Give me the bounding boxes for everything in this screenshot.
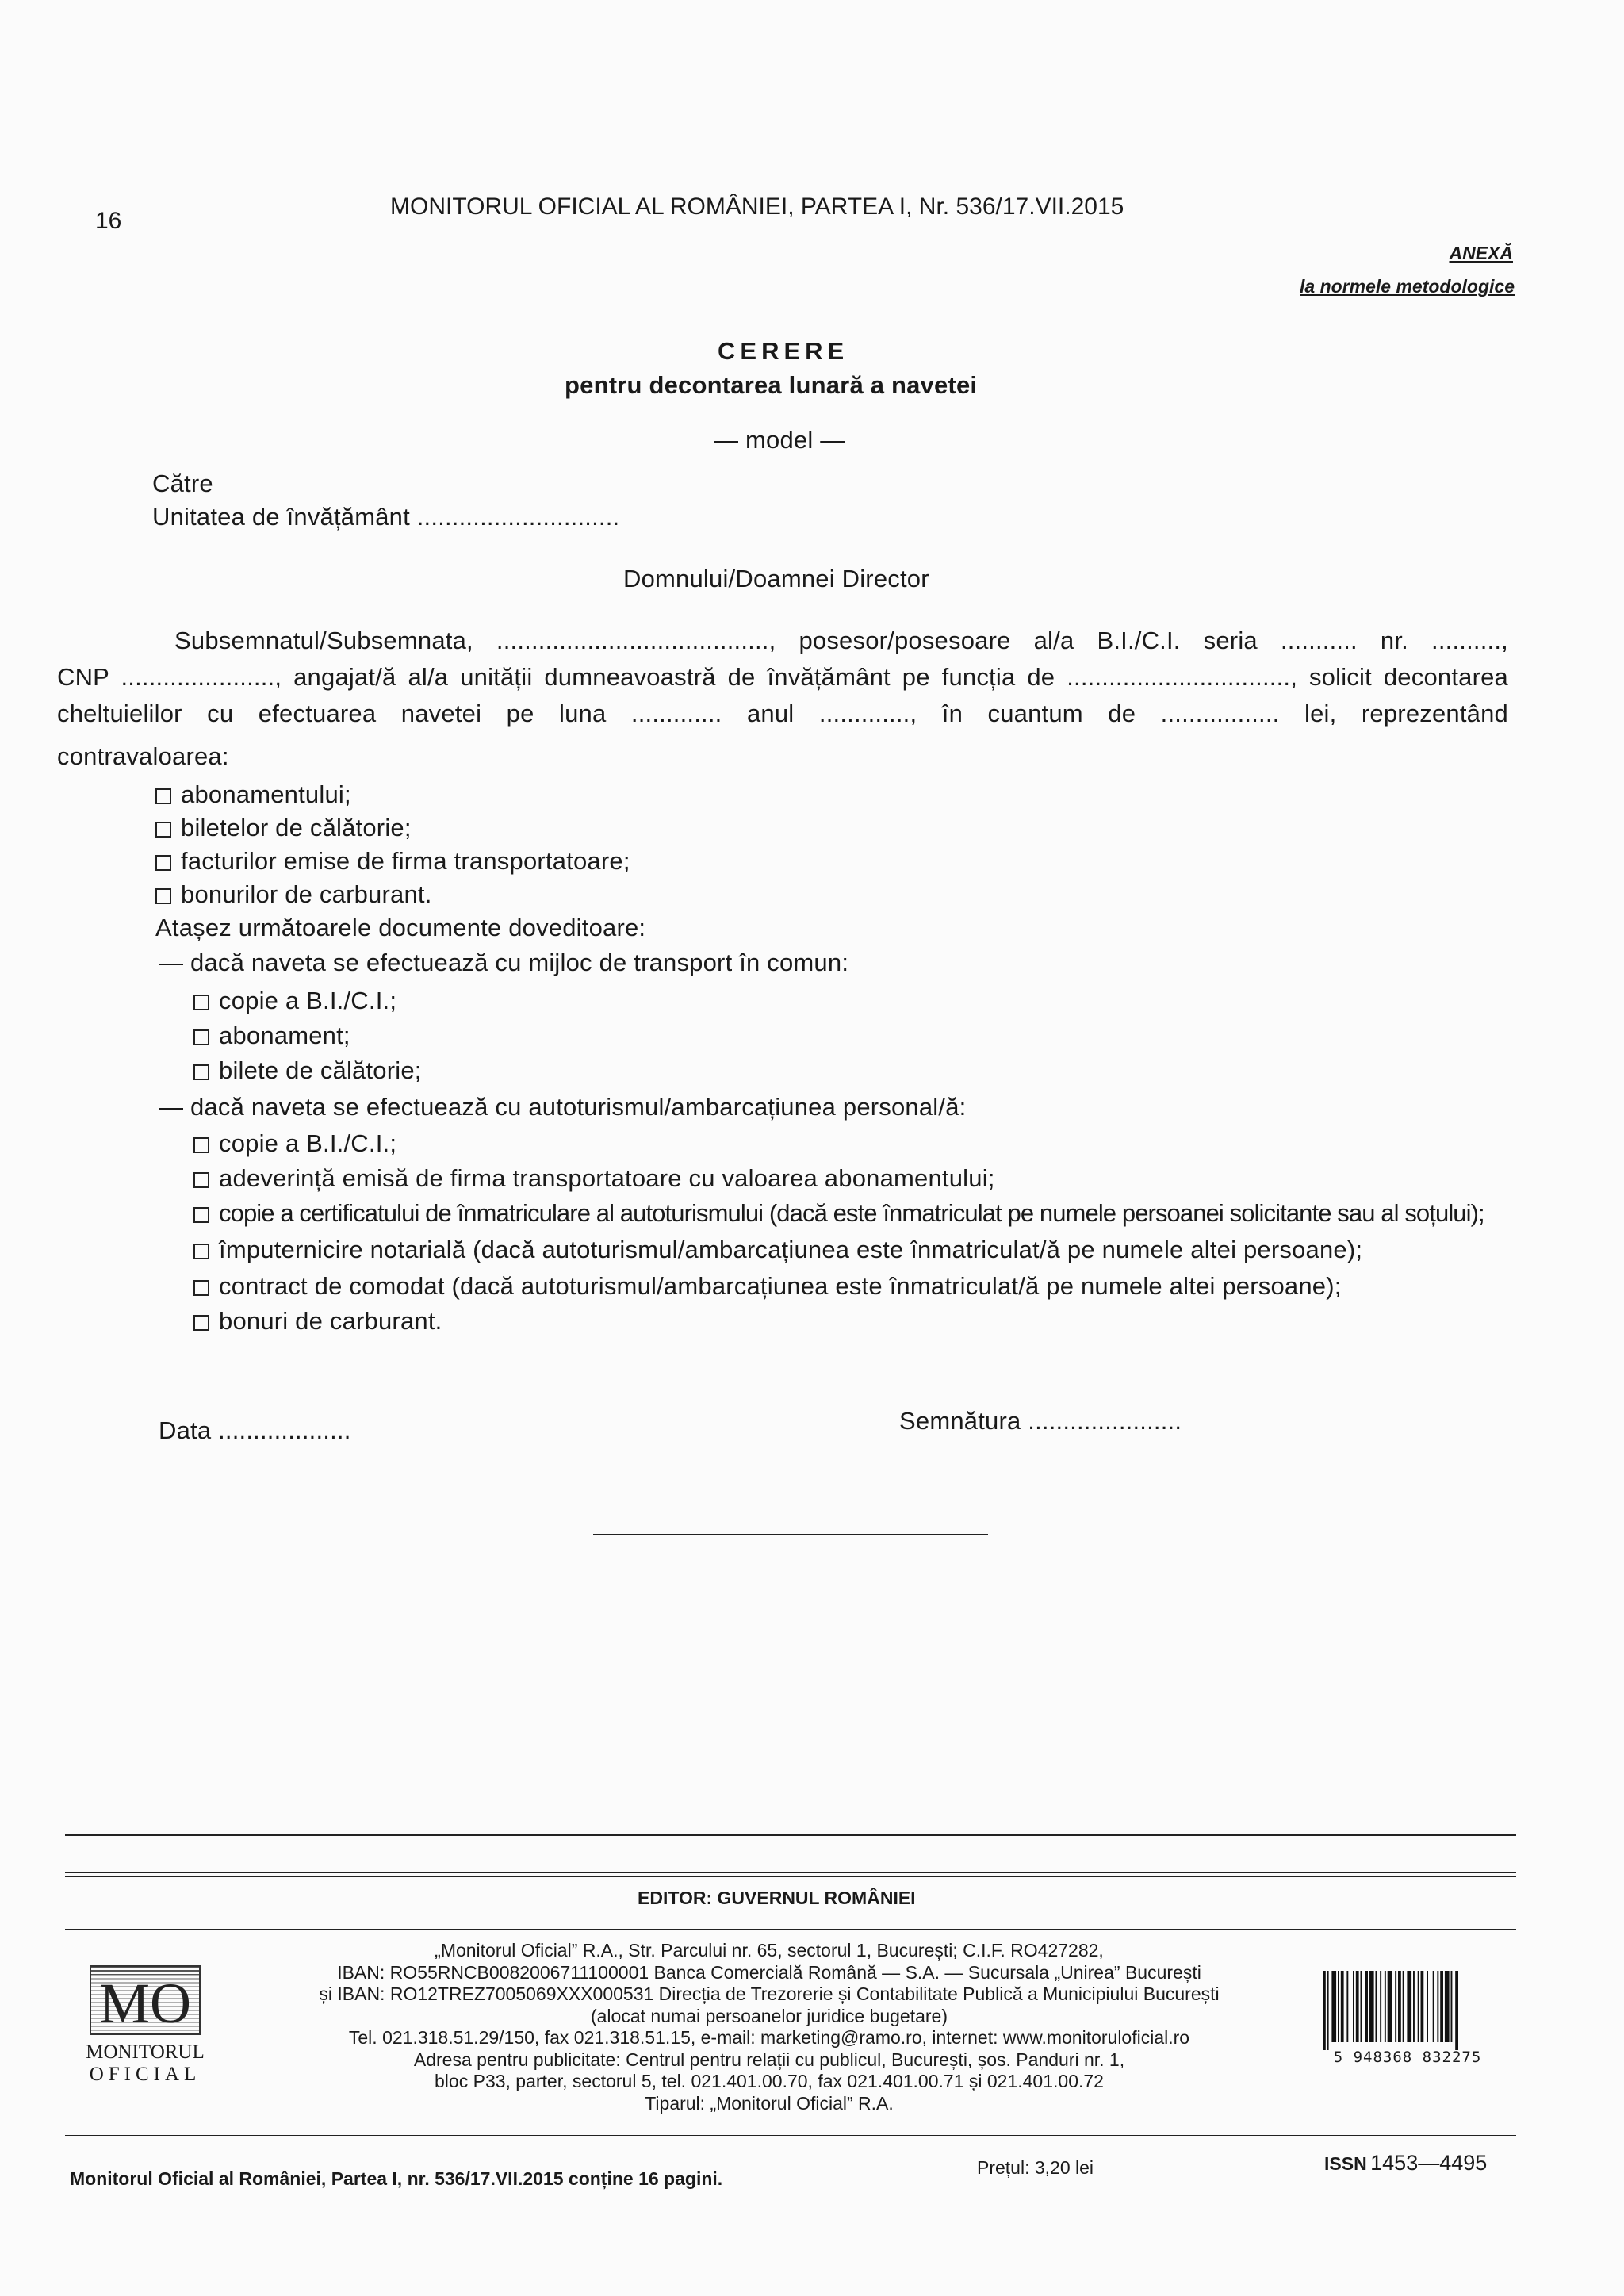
case1-item: bilete de călătorie; [193, 1056, 422, 1085]
option-tickets: biletelor de călătorie; [155, 814, 412, 842]
barcode-bar [1421, 1971, 1424, 2042]
publication-header: MONITORUL OFICIAL AL ROMÂNIEI, PARTEA I, Nr. 536/17.VII.2015 [390, 194, 1124, 220]
barcode-bar [1445, 1971, 1450, 2042]
footer-rule [65, 1834, 1516, 1836]
publisher-line: Tel. 021.318.51.29/150, fax 021.318.51.15, e-mail: marketing@ramo.ro, internet: www.monitoruloficial.ro [348, 2027, 1190, 2048]
checkbox[interactable] [155, 788, 171, 804]
checkbox[interactable] [155, 822, 171, 838]
case2-item: copie a certificatului de înmatriculare al autoturismului (dacă este înmatriculat pe numele persoanei solicitante sau al soțului); [193, 1199, 1484, 1228]
publisher-line: și IBAN: RO12TREZ7005069XXX000531 Direcția de Trezorerie și Contabilitate Publică a Municipiului București [319, 1984, 1220, 2004]
publisher-line: (alocat numai persoanelor juridice bugetare) [590, 2005, 948, 2026]
barcode-bar [1365, 1971, 1368, 2042]
page-count-note: Monitorul Oficial al României, Partea I, nr. 536/17.VII.2015 conține 16 pagini. [70, 2168, 723, 2189]
case1-item: abonament; [193, 1022, 350, 1050]
barcode-bar [1455, 1971, 1458, 2050]
barcode-bar [1356, 1971, 1359, 2042]
barcode-bar [1407, 1971, 1411, 2042]
checkbox[interactable] [193, 1207, 209, 1223]
publisher-line: Tiparul: „Monitorul Oficial” R.A. [645, 2092, 894, 2114]
issn [1324, 2151, 1487, 2175]
case2-item: contract de comodat (dacă autoturismul/ambarcațiunea este înmatriculat/ă pe numele altei persoane); [193, 1272, 1342, 1301]
checkbox[interactable] [193, 995, 209, 1010]
separator-line [593, 1534, 988, 1535]
logo-text: MONITORUL [86, 2041, 205, 2063]
publisher-info [238, 1940, 1300, 2114]
case2-item: împuternicire notarială (dacă autoturismul/ambarcațiunea este înmatriculat/ă pe numele altei persoane); [193, 1236, 1362, 1264]
option-subscription: abonamentului; [155, 780, 351, 809]
paragraph-line-2: CNP ......................, angajat/ă al/a unității dumneavoastră de învățământ pe funcția de ................................, solicit decontarea [57, 663, 1508, 691]
date-field: Data ................... [159, 1416, 351, 1444]
case2-item: copie a B.I./C.I.; [193, 1129, 396, 1158]
barcode-bar [1341, 1971, 1344, 2042]
barcode-bar [1385, 1971, 1386, 2042]
publisher-line: „Monitorul Oficial” R.A., Str. Parcului nr. 65, sectorul 1, București; C.I.F. RO427282, [435, 1940, 1104, 1961]
case-public-transport: — dacă naveta se efectuează cu mijloc de transport în comun: [159, 949, 849, 976]
barcode-bars [1316, 1971, 1499, 2050]
barcode-bar [1433, 1971, 1434, 2042]
checkbox[interactable] [193, 1244, 209, 1259]
paragraph-line-3: cheltuielilor cu efectuarea navetei pe luna ............. anul ............., în cuantum de ................. lei, reprezentând [57, 700, 1508, 727]
barcode-bar [1331, 1971, 1336, 2042]
logo-text: OFICIAL [89, 2064, 201, 2085]
annex-subtitle: la normele metodologice [1300, 276, 1515, 297]
checkbox[interactable] [193, 1315, 209, 1331]
barcode-bar [1395, 1971, 1396, 2042]
logo-mark: MO [91, 1975, 199, 2032]
checkbox[interactable] [193, 1280, 209, 1296]
barcode-bar [1361, 1971, 1362, 2042]
barcode-bar [1346, 1971, 1348, 2042]
checkbox[interactable] [193, 1064, 209, 1080]
option-fuel-receipts: bonurilor de carburant. [155, 880, 432, 909]
barcode-bar [1380, 1971, 1381, 2042]
footer-rule [65, 1872, 1516, 1873]
monitorul-oficial-logo [70, 1965, 220, 2084]
barcode-bar [1437, 1971, 1438, 2042]
unit-field: Unitatea de învățământ ............................. [152, 503, 620, 531]
case1-item: copie a B.I./C.I.; [193, 987, 396, 1015]
checkbox[interactable] [155, 888, 171, 904]
publisher-line: Adresa pentru publicitate: Centrul pentru relații cu publicul, București, șos. Panduri nr. 1, [413, 2049, 1125, 2070]
barcode-bar [1403, 1971, 1404, 2042]
barcode-bar [1398, 1971, 1401, 2042]
form-subtitle: pentru decontarea lunară a navetei [565, 371, 978, 399]
issn-value: 1453—4495 [1370, 2151, 1488, 2175]
page-number: 16 [95, 208, 122, 234]
barcode [1316, 1971, 1499, 2070]
barcode-bar [1327, 1971, 1329, 2050]
barcode-bar [1413, 1971, 1415, 2042]
checkbox[interactable] [193, 1137, 209, 1153]
paragraph-line-4: contravaloarea: [57, 742, 229, 770]
footer-rule [65, 1876, 1516, 1877]
case2-item: bonuri de carburant. [193, 1307, 442, 1336]
signature-field: Semnătura ...................... [899, 1407, 1182, 1435]
checkbox[interactable] [193, 1029, 209, 1045]
barcode-bar [1323, 1971, 1326, 2050]
checkbox[interactable] [155, 855, 171, 871]
case2-item: adeverință emisă de firma transportatoare cu valoarea abonamentului; [193, 1164, 995, 1193]
barcode-bar [1418, 1971, 1419, 2042]
publisher-line: IBAN: RO55RNCB0082006711100001 Banca Comercială Română — S.A. — Sucursala „Unirea” București [337, 1961, 1201, 1983]
barcode-bar [1353, 1971, 1354, 2042]
form-title: CERERE [718, 337, 849, 365]
issn-label: ISSN [1324, 2153, 1367, 2174]
barcode-bar [1427, 1971, 1428, 2042]
annex-title: ANEXĂ [1449, 243, 1513, 263]
footer-rule [65, 2135, 1516, 2136]
form-model-label: — model — [714, 426, 845, 454]
paragraph-line-1: Subsemnatul/Subsemnata, ......................................., posesor/posesoare al/a B.I./C.I. seria ........... nr. .........., [174, 627, 1508, 654]
price: Prețul: 3,20 lei [977, 2157, 1094, 2178]
barcode-bar [1338, 1971, 1339, 2042]
barcode-bar [1451, 1971, 1453, 2042]
editor-label: EDITOR: GUVERNUL ROMÂNIEI [638, 1888, 916, 1908]
recipient-label: Către [152, 470, 213, 497]
addressee: Domnului/Doamnei Director [623, 565, 929, 592]
logo-emblem [90, 1965, 201, 2035]
barcode-bar [1388, 1971, 1392, 2042]
case-personal-vehicle: — dacă naveta se efectuează cu autoturismul/ambarcațiunea personal/ă: [159, 1093, 967, 1121]
barcode-bar [1369, 1971, 1374, 2042]
barcode-bar [1376, 1971, 1377, 2042]
option-invoices: facturilor emise de firma transportatoare; [155, 847, 630, 876]
attachments-intro: Atașez următoarele documente doveditoare: [155, 914, 646, 941]
checkbox[interactable] [193, 1172, 209, 1188]
barcode-digits: 5 948368 832275 [1333, 2049, 1482, 2066]
publisher-line: bloc P33, parter, sectorul 5, tel. 021.401.00.70, fax 021.401.00.71 și 021.401.00.72 [435, 2071, 1104, 2091]
footer-rule [65, 1929, 1516, 1930]
barcode-bar [1440, 1971, 1443, 2042]
